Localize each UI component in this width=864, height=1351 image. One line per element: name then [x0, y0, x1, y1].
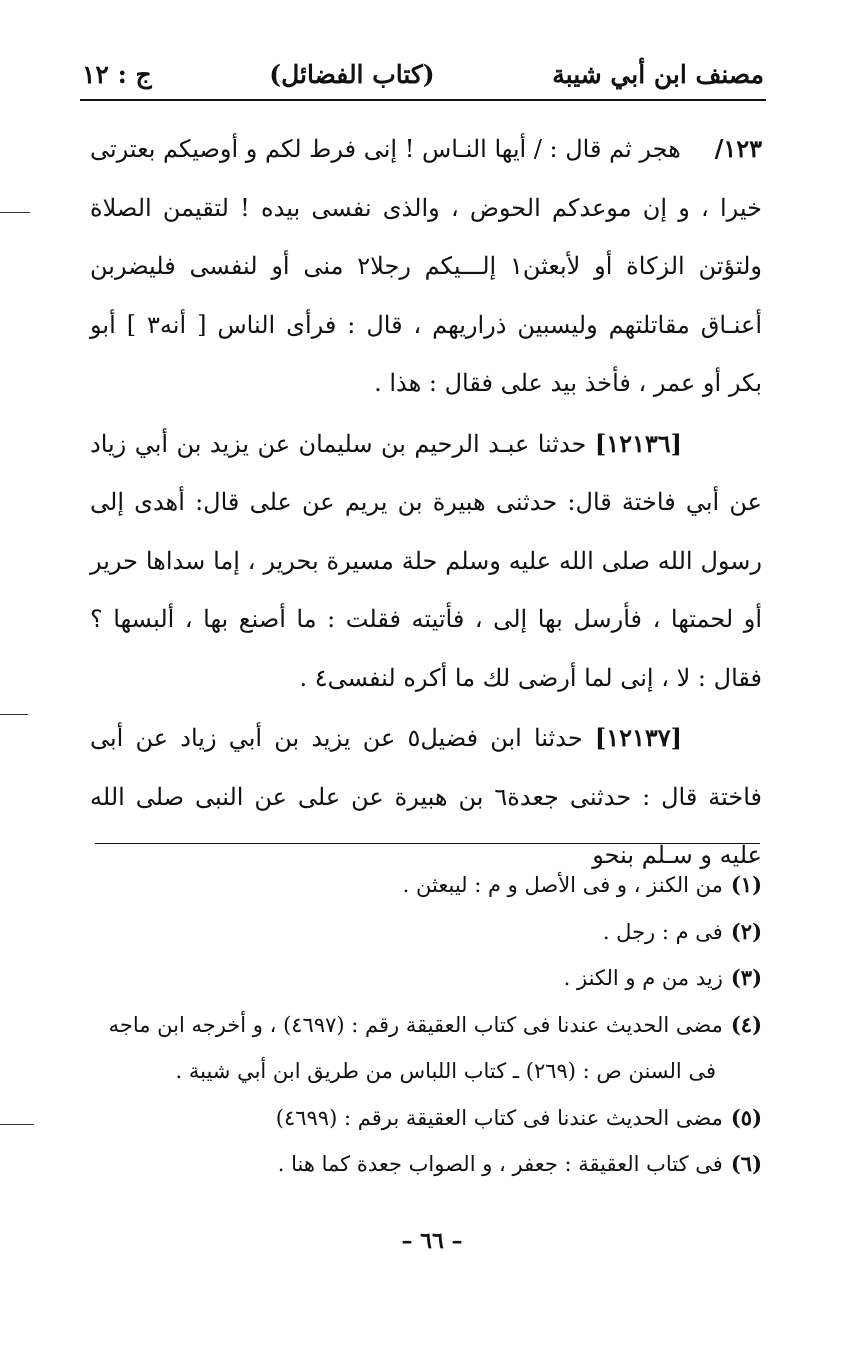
- footnote-number: (٤): [730, 1011, 762, 1037]
- footnote-text: مضى الحديث عندنا فى كتاب العقيقة برقم : (٤٦٩٩): [275, 1105, 723, 1130]
- footnote-1: [90, 862, 762, 909]
- footnote-number: (٦): [730, 1151, 762, 1176]
- footnote-text: من الكنز ، و فى الأصل و م : ليبعثن .: [402, 873, 723, 897]
- footnote-4: [90, 1002, 762, 1049]
- scan-mark: [0, 714, 28, 715]
- footnotes: [90, 862, 762, 1188]
- hadith-text: حدثنا ابن فضيل٥ عن يزيد بن أبي زياد عن أبى فاختة قال : حدثنى جعدة٦ بن هبيرة عن على عن النبى صلى الله عليه و سـلم بنحو: [90, 724, 763, 869]
- continuation-first-line: هجر ثم قال : / أيها النـاس ! إنى فرط لكم و أوصيكم بعترتى: [90, 135, 681, 163]
- running-header: [82, 52, 764, 96]
- hadith-number: [١٢١٣٧]: [594, 723, 683, 752]
- hadith-12137: [90, 709, 762, 885]
- footnote-text: فى كتاب العقيقة : جعفر ، و الصواب جعدة كما هنا .: [277, 1152, 723, 1176]
- footnote-number: (٣): [730, 965, 762, 990]
- chapter-title: (كتاب الفضائل): [269, 59, 435, 89]
- footnote-number: (٢): [730, 918, 762, 944]
- hadith-text: حدثنا عبـد الرحيم بن سليمان عن يزيد بن أبي زياد عن أبي فاختة قال: حدثنى هبيرة بن يريم عن على قال: أهدى إلى رسول الله صلى الله عليه وسلم حلة مسيرة بحرير ، إما سداها حرير أو لحمتها ، فأرسل بها إلى ، فأتيته فقلت : ما أصنع بها ، ألبسها ؟ فقال : لا ، إنى لما أرضى لك ما أكره لنفسى٤ .: [90, 429, 763, 692]
- scan-mark: [0, 212, 30, 213]
- footnote-number: (٥): [730, 1104, 762, 1130]
- page-marker: ١٢٣/: [714, 134, 762, 163]
- header-rule: [80, 99, 766, 101]
- footnote-text: زيد من م و الكنز .: [563, 966, 723, 990]
- page-number: – ٦٦ –: [401, 1228, 463, 1254]
- footnote-6: [90, 1141, 762, 1188]
- continuation-paragraph: [90, 120, 762, 413]
- footnote-text: فى السنن ص : (٢٦٩) ـ كتاب اللباس من طريق ابن أبي شيبة .: [175, 1059, 716, 1083]
- book-title: مصنف ابن أبي شيبة: [552, 59, 764, 89]
- footnote-text: فى م : رجل .: [602, 919, 723, 944]
- continuation-first-line-row: [90, 120, 762, 179]
- continuation-text: خيرا ، و إن موعدكم الحوض ، والذى نفسى بيده ! لتقيمن الصلاة ولتؤتن الزكاة أو لأبعثن١ إلـــيكم رجلا٢ منى أو لنفسى فليضربن أعنـاق مقاتلتهم وليسبين ذراريهم ، قال : فرأى الناس [ أنه٣ ] أبو بكر أو عمر ، فأخذ بيد على فقال : هذا .: [90, 193, 762, 397]
- footnote-text: مضى الحديث عندنا فى كتاب العقيقة رقم : (٤٦٩٧) ، و أخرجه ابن ماجه: [108, 1012, 723, 1037]
- hadith-number: [١٢١٣٦]: [594, 428, 682, 458]
- footnote-3: [90, 955, 762, 1002]
- footnote-5: [90, 1095, 762, 1142]
- main-text: [90, 120, 762, 887]
- hadith-12136: [90, 415, 762, 708]
- volume-number: ج : ١٢: [82, 59, 152, 89]
- footnote-4-continuation: [90, 1048, 762, 1095]
- scan-mark: [0, 1124, 34, 1125]
- footnote-2: [90, 909, 762, 956]
- footnote-number: (١): [730, 872, 762, 897]
- footnote-rule: [95, 843, 760, 844]
